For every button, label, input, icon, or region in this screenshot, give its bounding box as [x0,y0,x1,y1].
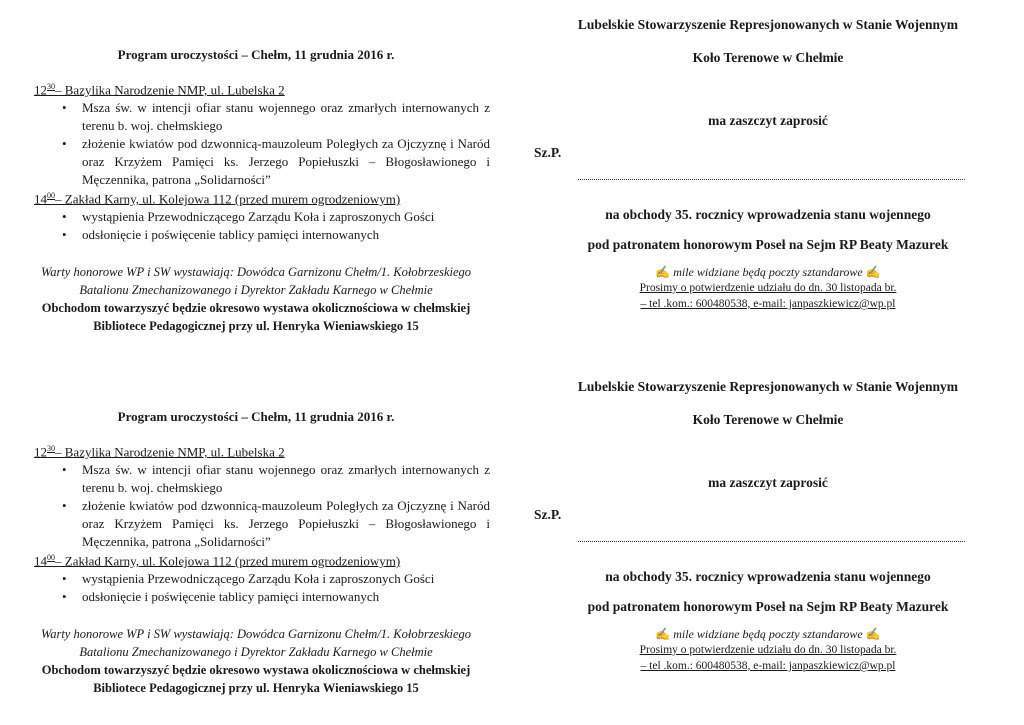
exhibition-line-2: Bibliotece Pedagogicznej przy ul. Henryka Wieniawskiego 15 [93,319,419,333]
writing-hand-icon: ✍ [865,265,881,279]
patronage-text: pod patronatem honorowym Poseł na Sejm RP Beaty Mazurek [587,599,949,614]
branch-name: Koło Terenowe w Chełmie [692,412,844,427]
exhibition-line-1: Obchodom towarzyszyć będzie okresowo wystawa okolicznościowa w chełmskiej [41,663,471,677]
slot2-heading [34,191,400,207]
flags-note [512,265,1024,280]
slot2-place: – Zakład Karny, ul. Kolejowa 112 (przed murem ogrodzeniowym) [55,553,401,569]
addressee-label: Sz.P. [534,145,562,160]
invitation-sheet-top [0,0,1024,360]
addressee-label: Sz.P. [534,507,562,522]
slot2-list [62,570,490,606]
slot2-minutes: 00 [47,553,55,562]
patronage-text: pod patronatem honorowym Poseł na Sejm RP Beaty Mazurek [587,237,949,252]
list-item: • Msza św. w intencji ofiar stanu wojennego oraz zmarłych internowanych z terenu b. woj. chełmskiego [62,99,490,135]
invitation-column [512,0,1024,360]
slot1-minutes: 30 [47,444,55,453]
exhibition-line-2: Bibliotece Pedagogicznej przy ul. Henryka Wieniawskiego 15 [93,681,419,695]
slot2-place: – Zakład Karny, ul. Kolejowa 112 (przed murem ogrodzeniowym) [55,191,401,207]
list-item: • odsłonięcie i poświęcenie tablicy pamięci internowanych [62,226,490,244]
branch-name: Koło Terenowe w Chełmie [692,50,844,65]
honor-line-2: Batalionu Zmechanizowanego i Dyrektor Zakładu Karnego w Chełmie [79,645,433,659]
honour-text: ma zaszczyt zaprosić [708,475,828,490]
exhibition-note [0,299,512,335]
list-item: • wystąpienia Przewodniczącego Zarządu Koła i zaproszonych Gości [62,208,490,226]
slot1-minutes: 30 [47,82,55,91]
slot2-hour: 14 [34,191,47,207]
list-item: • Msza św. w intencji ofiar stanu wojennego oraz zmarłych internowanych z terenu b. woj. chełmskiego [62,461,490,497]
slot1-place: – Bazylika Narodzenie NMP, ul. Lubelska 2 [55,444,285,460]
flags-note-text: mile widziane będą poczty sztandarowe [673,265,863,279]
invitation-column [512,362,1024,722]
slot1-place: – Bazylika Narodzenie NMP, ul. Lubelska 2 [55,82,285,98]
honor-guard-note [0,625,512,661]
exhibition-line-1: Obchodom towarzyszyć będzie okresowo wystawa okolicznościowa w chełmskiej [41,301,471,315]
slot1-heading [34,444,285,460]
slot1-heading [34,82,285,98]
addressee-dotted-line [578,541,965,542]
anniversary-text: na obchody 35. rocznicy wprowadzenia stanu wojennego [605,569,931,584]
program-title: Program uroczystości – Chełm, 11 grudnia 2016 r. [117,409,395,424]
organization-name: Lubelskie Stowarzyszenie Represjonowanych w Stanie Wojennym [577,17,959,32]
list-item: • złożenie kwiatów pod dzwonnicą-mauzoleum Poległych za Ojczyznę i Naród oraz Krzyżem Pamięci ks. Jerzego Popiełuszki – Błogosławionego i Męczennika, patrona „Solidarności” [62,497,490,551]
exhibition-note [0,661,512,697]
honor-line-1: Warty honorowe WP i SW wystawiają: Dowódca Garnizonu Chełm/1. Kołobrzeskiego [40,265,472,279]
rsvp-note: Prosimy o potwierdzenie udziału do dn. 30 listopada br. [639,282,897,294]
writing-hand-icon: ✍ [865,627,881,641]
slot2-heading [34,553,400,569]
contact-info: – tel .kom.: 600480538, e-mail: janpaszkiewicz@wp.pl [640,660,896,672]
invitation-sheet-bottom [0,362,1024,722]
program-column [0,0,512,360]
rsvp-note: Prosimy o potwierdzenie udziału do dn. 30 listopada br. [639,644,897,656]
honor-line-1: Warty honorowe WP i SW wystawiają: Dowódca Garnizonu Chełm/1. Kołobrzeskiego [40,627,472,641]
program-column [0,362,512,722]
list-item: • złożenie kwiatów pod dzwonnicą-mauzoleum Poległych za Ojczyznę i Naród oraz Krzyżem Pamięci ks. Jerzego Popiełuszki – Błogosławionego i Męczennika, patrona „Solidarności” [62,135,490,189]
organization-name: Lubelskie Stowarzyszenie Represjonowanych w Stanie Wojennym [577,379,959,394]
writing-hand-icon: ✍ [655,627,671,641]
slot1-hour: 12 [34,444,47,460]
addressee-dotted-line [578,179,965,180]
slot2-minutes: 00 [47,191,55,200]
slot2-hour: 14 [34,553,47,569]
program-title: Program uroczystości – Chełm, 11 grudnia 2016 r. [117,47,395,62]
slot1-list [62,99,490,189]
honour-text: ma zaszczyt zaprosić [708,113,828,128]
honor-line-2: Batalionu Zmechanizowanego i Dyrektor Zakładu Karnego w Chełmie [79,283,433,297]
flags-note-text: mile widziane będą poczty sztandarowe [673,627,863,641]
list-item: • wystąpienia Przewodniczącego Zarządu Koła i zaproszonych Gości [62,570,490,588]
slot2-list [62,208,490,244]
contact-info: – tel .kom.: 600480538, e-mail: janpaszkiewicz@wp.pl [640,298,896,310]
slot1-list [62,461,490,551]
honor-guard-note [0,263,512,299]
list-item: • odsłonięcie i poświęcenie tablicy pamięci internowanych [62,588,490,606]
flags-note [512,627,1024,642]
slot1-hour: 12 [34,82,47,98]
writing-hand-icon: ✍ [655,265,671,279]
anniversary-text: na obchody 35. rocznicy wprowadzenia stanu wojennego [605,207,931,222]
